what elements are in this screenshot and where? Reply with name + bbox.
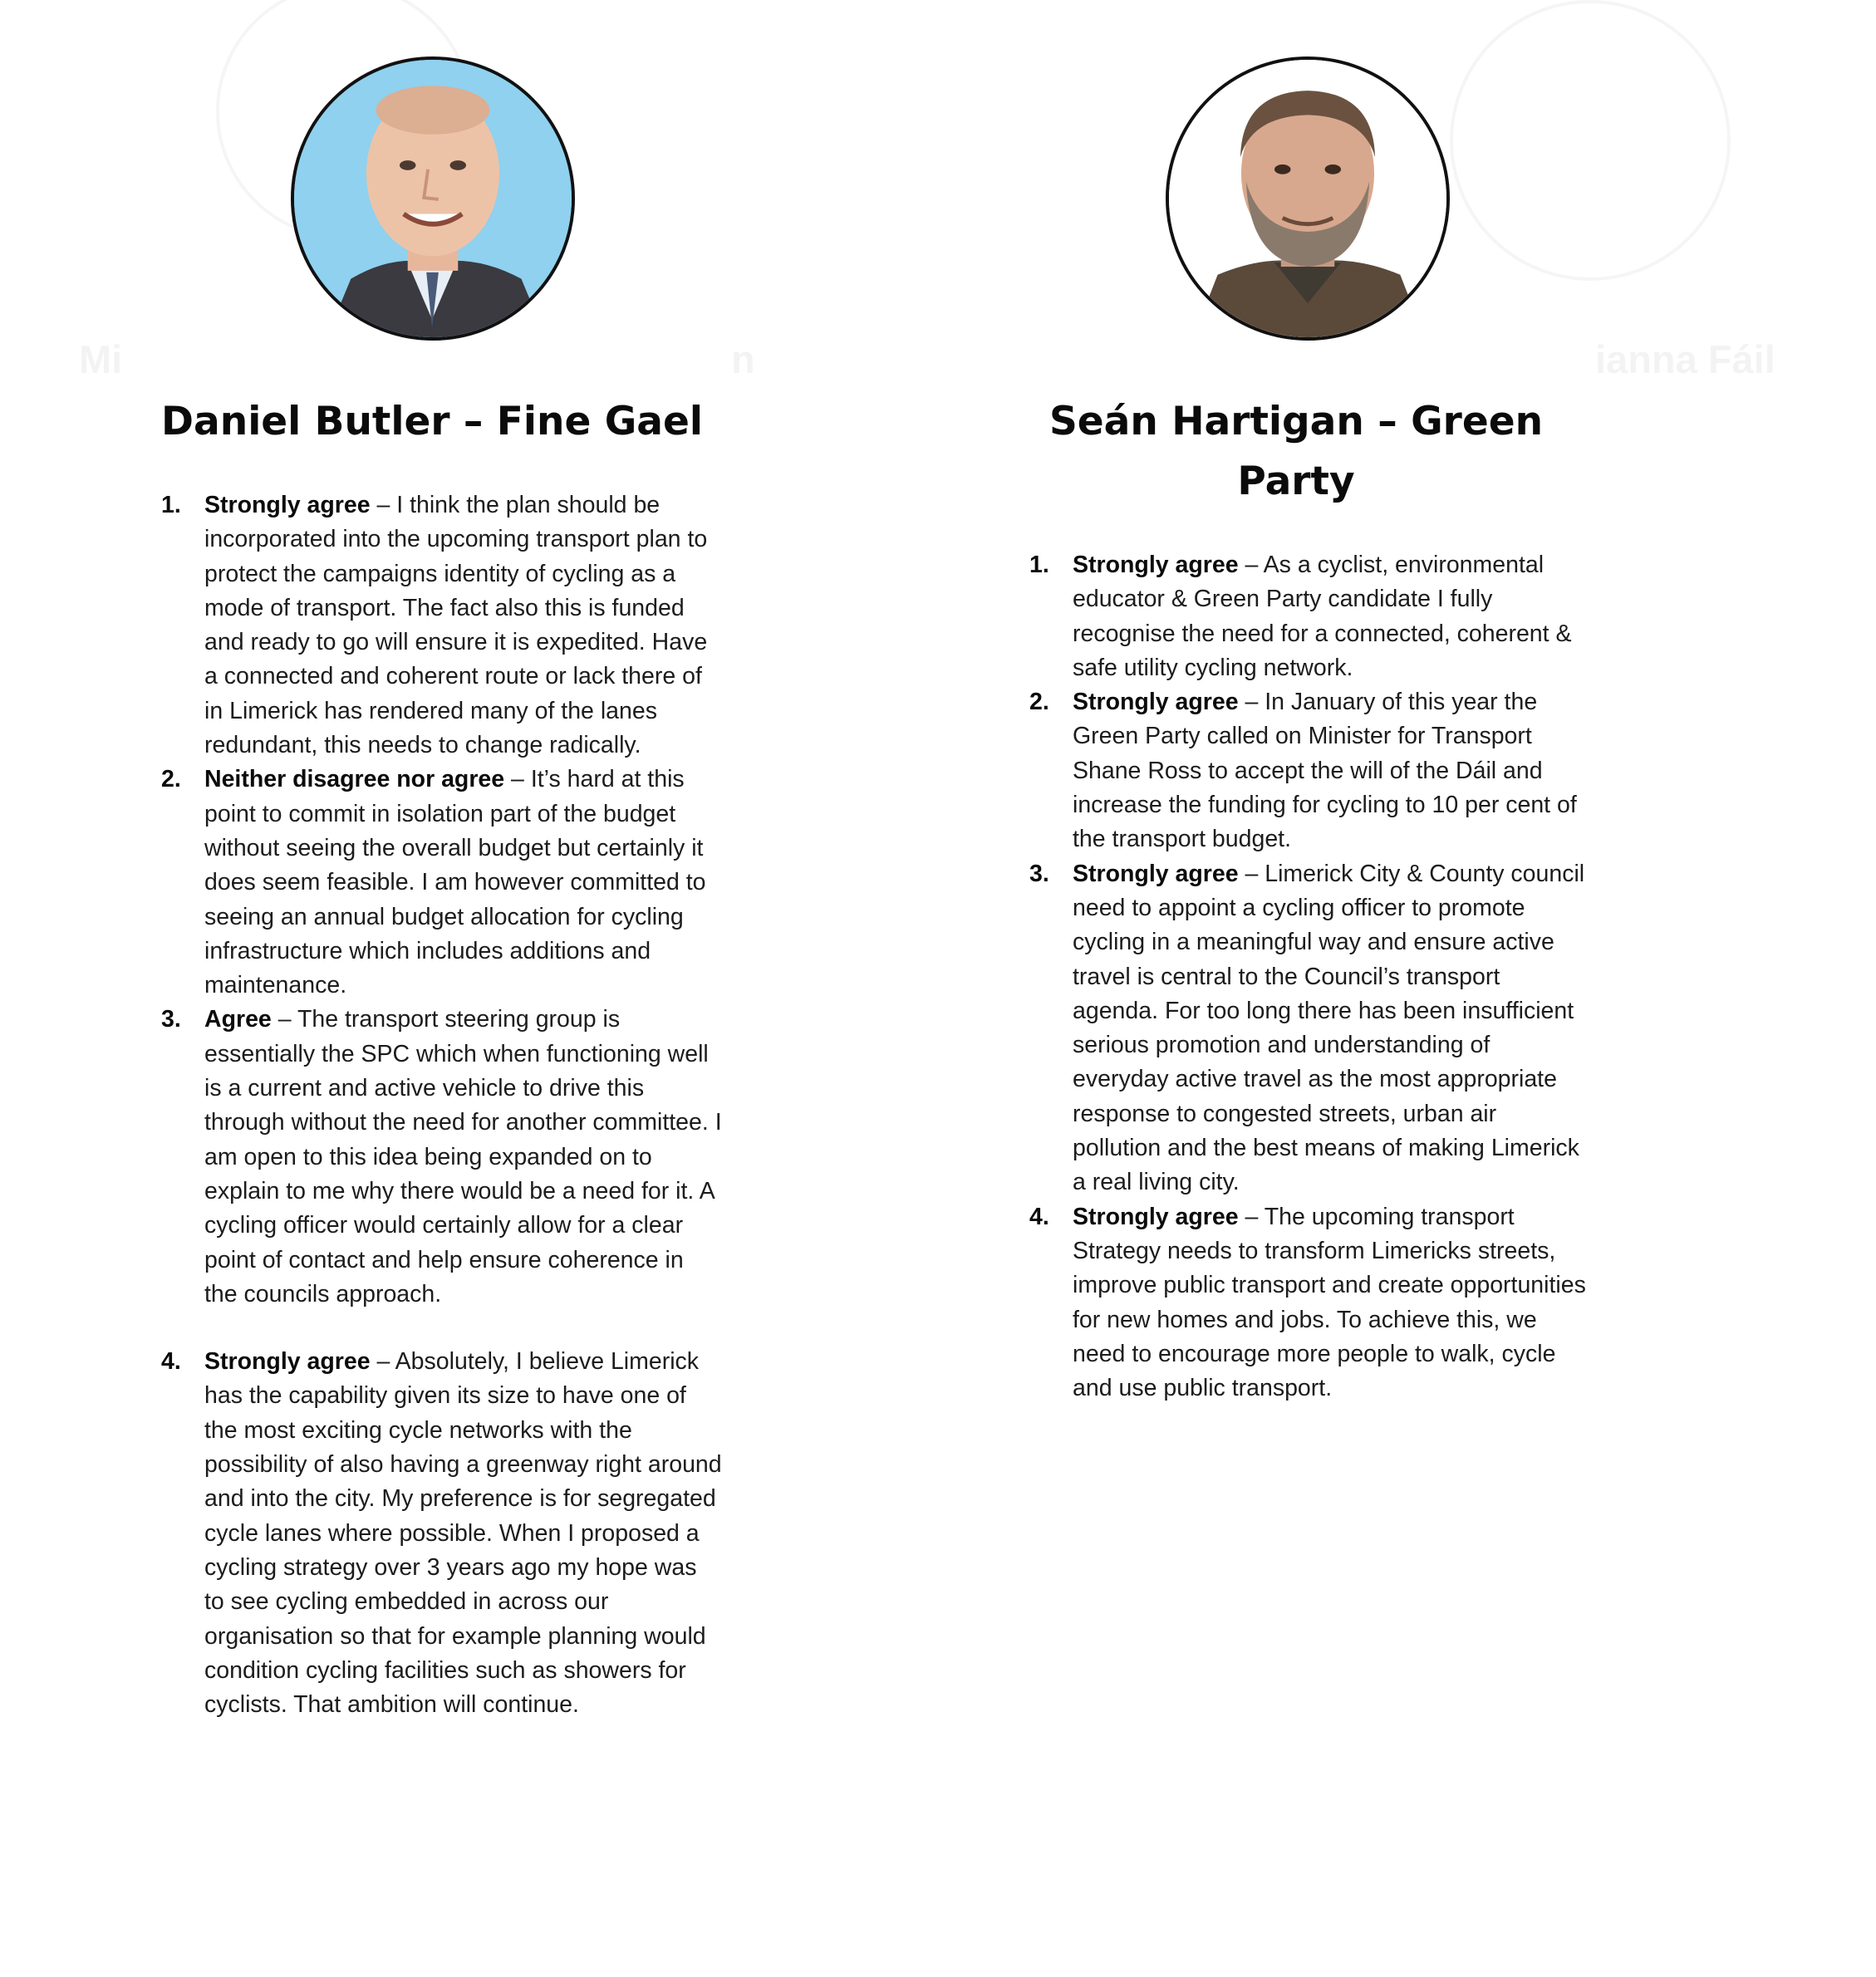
answer-list [150, 488, 723, 1722]
answer-text: – Absolutely, I believe Limerick has the capability given its size to have one of the most exciting cycle networks with the possibility of also having a greenway right around and into the city. My preference is for segregated cycle lanes where possible. When I proposed a cycling strategy over 3 years ago my hope was to see cycling embedded in across our organisation so that for example planning would condition cycling facilities such as showers for cyclists. That ambition will continue. [204, 1348, 722, 1719]
list-item [1018, 857, 1591, 1200]
list-item [150, 488, 723, 763]
answer-number: 2. [161, 766, 181, 793]
answer-verdict: Strongly agree [1073, 552, 1239, 578]
ghost-heading-left [79, 336, 122, 382]
answer-list [1018, 548, 1591, 1405]
answer-verdict: Agree [204, 1006, 272, 1033]
candidate-photo [291, 56, 575, 341]
answer-text: – The transport steering group is essentially the SPC which when functioning well is a current and active vehicle to drive this through without the need for another committee. I am open to this idea being expanded on to explain to me why there would be a need for it. A cycling officer would certainly allow for a clear point of contact and help ensure coherence in the councils approach. [204, 1006, 722, 1307]
answer-text: – Limerick City & County council need to appoint a cycling officer to promote cycling in a meaningful way and ensure active travel is central to the Council’s transport agenda. For too long there has been insufficient serious promotion and understanding of everyday active travel as the most appropriate response to congested streets, urban air pollution and the best means of making Limerick a real living city. [1073, 860, 1585, 1196]
answer-verdict: Strongly agree [1073, 1203, 1239, 1230]
list-item [1018, 548, 1591, 685]
candidate-name: Daniel Butler – Fine Gael [161, 399, 703, 444]
answer-verdict: Strongly agree [204, 1348, 371, 1376]
answer-verdict: Neither disagree nor agree [204, 766, 505, 793]
answer-number: 4. [161, 1348, 181, 1376]
candidate-photo [1166, 56, 1450, 341]
answer-verdict: Strongly agree [204, 492, 371, 518]
portrait-icon [294, 60, 572, 337]
list-item [150, 763, 723, 1003]
answer-verdict: Strongly agree [1073, 860, 1239, 887]
portrait-icon [1169, 60, 1446, 337]
answer-number: 2. [1029, 689, 1049, 716]
answer-text: – In January of this year the Green Party called on Minister for Transport Shane Ross to accept the will of the Dáil and increase the funding for cycling to 10 per cent of the transport budget. [1073, 689, 1577, 853]
answer-number: 1. [1029, 552, 1049, 578]
list-item [150, 1345, 723, 1722]
answer-number: 4. [1029, 1203, 1049, 1230]
answer-number: 3. [161, 1006, 181, 1033]
answer-number: 1. [161, 492, 181, 518]
ghost-heading-mid [731, 336, 755, 382]
answer-text: – It’s hard at this point to commit in isolation part of the budget without seeing the overall budget but certainly it does seem feasible. I am however committed to seeing an annual budget allocation for cycling infrastructure which includes additions and maintenance. [204, 766, 706, 999]
list-item [1018, 685, 1591, 856]
answer-text: – I think the plan should be incorporated into the upcoming transport plan to protect the campaigns identity of cycling as a mode of transport. The fact also this is funded and ready to go will ensure it is expedited. Have a connected and coherent route or lack there of in Limerick has rendered many of the lanes redundant, this needs to change radically. [204, 492, 708, 759]
ghost-avatar-right [1450, 0, 1731, 281]
ghost-heading-right [1595, 336, 1775, 382]
answer-verdict: Strongly agree [1073, 689, 1239, 716]
answer-text: – As a cyclist, environmental educator & Green Party candidate I fully recognise the need for a connected, coherent & safe utility cycling network. [1073, 552, 1572, 681]
answer-text: – The upcoming transport Strategy needs to transform Limericks streets, improve public transport and create opportunities for new homes and jobs. To achieve this, we need to encourage more people to walk, cycle and use public transport. [1073, 1203, 1586, 1402]
candidate-name: Seán Hartigan – Green Party [1048, 399, 1544, 504]
list-item [1018, 1200, 1591, 1406]
list-item [150, 1003, 723, 1312]
answer-number: 3. [1029, 860, 1049, 887]
